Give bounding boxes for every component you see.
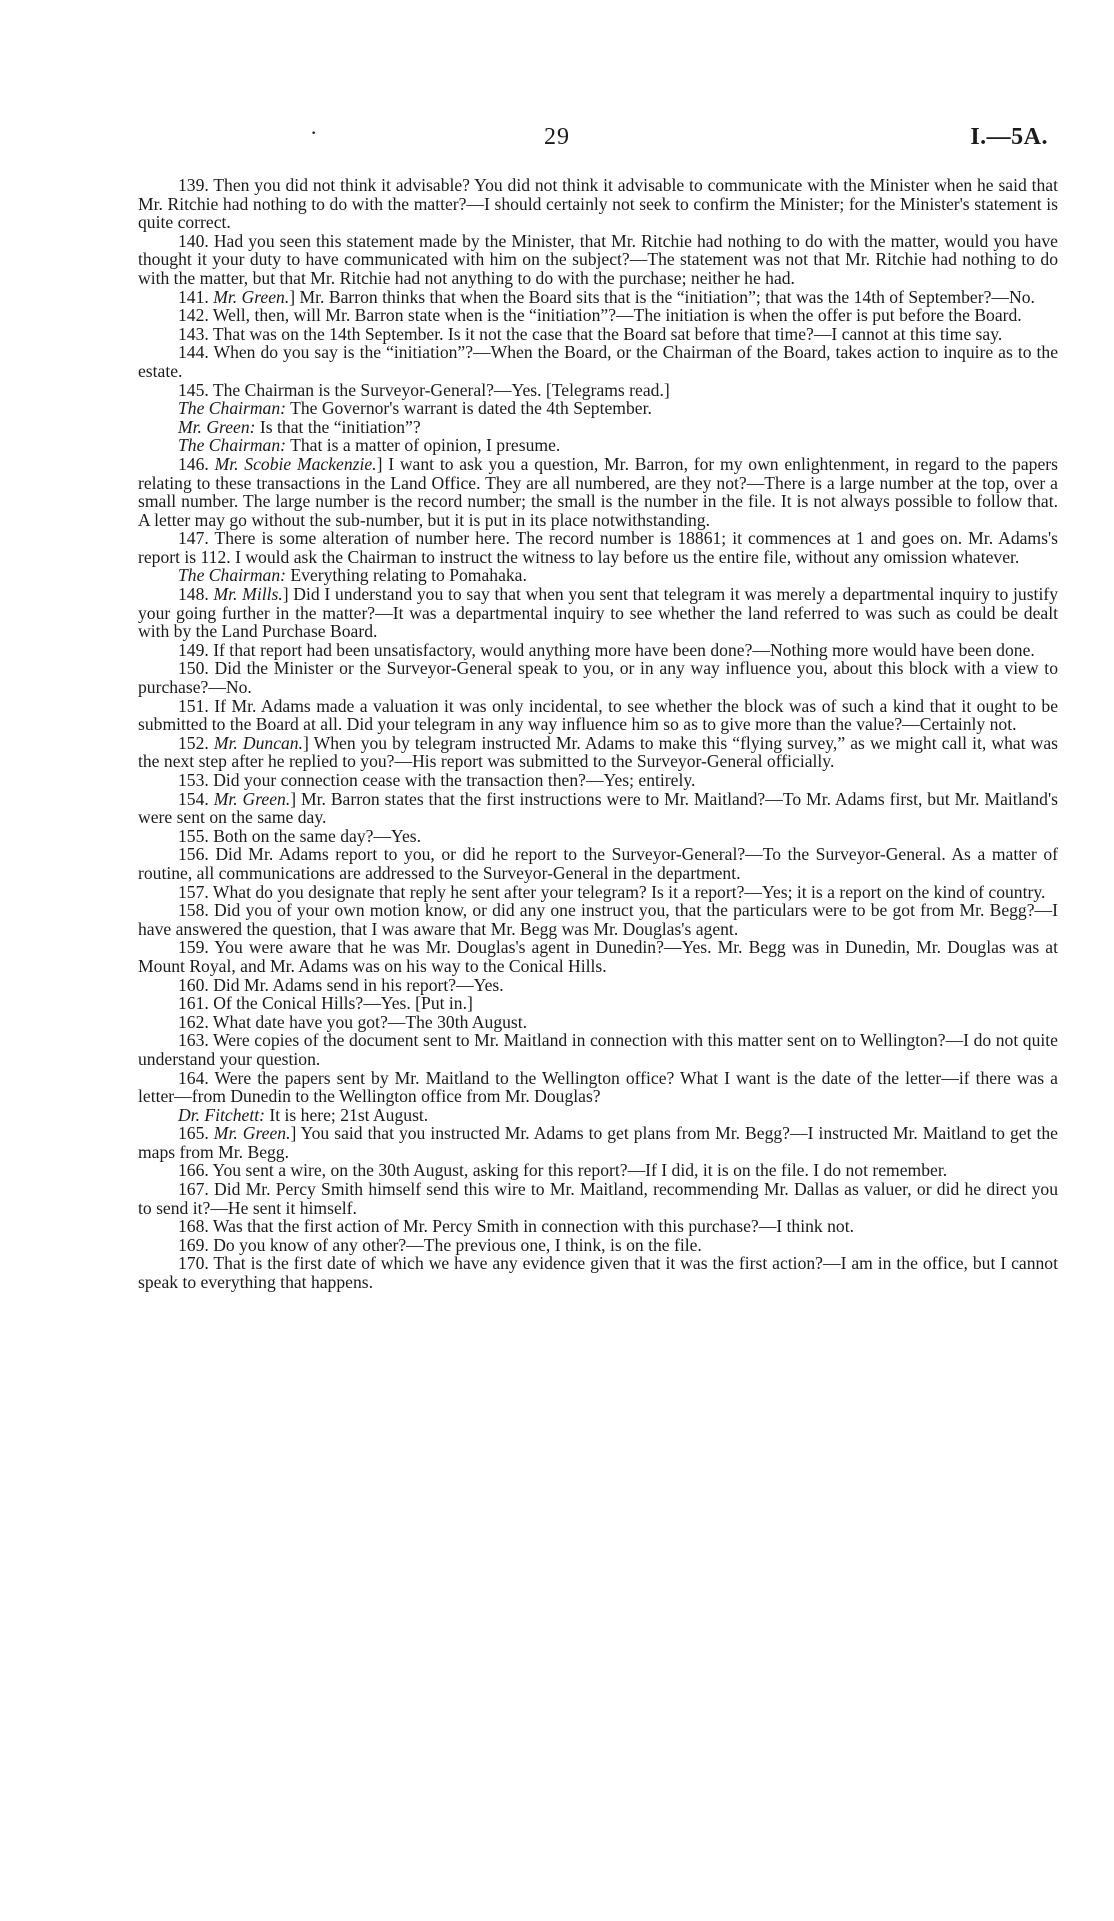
- speaker-name: Mr. Scobie Mackenzie.: [214, 453, 377, 474]
- testimony-body: [138, 176, 1058, 1292]
- testimony-paragraph: [138, 697, 1058, 734]
- testimony-paragraph: [138, 529, 1058, 566]
- paragraph-text: 142. Well, then, will Mr. Barron state when is the “initiation”?—The initiation is when the offer is put before the Board.: [178, 305, 1022, 326]
- testimony-paragraph: [138, 306, 1058, 325]
- testimony-paragraph: [138, 1013, 1058, 1032]
- paragraph-text: ] I want to ask you a question, Mr. Barron, for my own enlightenment, in regard to the papers relating to these transactions in the Land Office. They are all numbered, are they not?—There is a large number at the top, over a small number. The large number is the record number; the small is the number in the file. It is not always possible to follow that. A letter may go without the sub-number, but it is put in its place notwithstanding.: [138, 453, 1058, 530]
- paragraph-text: ] Mr. Barron thinks that when the Board sits that is the “initiation”; that was the 14th of September?—No.: [289, 286, 1035, 307]
- speaker-name: Mr. Duncan.: [213, 732, 303, 753]
- paragraph-text: 141.: [178, 286, 214, 307]
- paragraph-text: 158. Did you of your own motion know, or did any one instruct you, that the particulars were to be got from Mr. Begg?—I have answered the question, that I was aware that Mr. Begg was Mr. Douglas's agent.: [138, 900, 1058, 939]
- paragraph-text: 161. Of the Conical Hills?—Yes. [Put in.]: [178, 993, 473, 1014]
- testimony-paragraph: [138, 1161, 1058, 1180]
- speaker-name: Mr. Green.: [213, 1123, 291, 1144]
- paragraph-text: 143. That was on the 14th September. Is it not the case that the Board sat before that time?—I cannot at this time say.: [178, 323, 1003, 344]
- paragraph-text: 156. Did Mr. Adams report to you, or did he report to the Surveyor-General?—To the Surveyor-General. As a matter of routine, all communications are addressed to the Surveyor-General in the department.: [138, 844, 1058, 883]
- testimony-paragraph: [138, 418, 1058, 437]
- speaker-name: The Chairman:: [178, 398, 287, 419]
- testimony-paragraph: [138, 1217, 1058, 1236]
- paragraph-text: ] When you by telegram instructed Mr. Adams to make this “flying survey,” as we might call it, what was the next step after he replied to you?—His report was submitted to the Surveyor-General officially.: [138, 732, 1059, 772]
- paragraph-text: ] Did I understand you to say that when you sent that telegram it was merely a departmental inquiry to justify your going further in the matter?—It was a departmental inquiry to see whether the land referred to was such as could be dealt with by the Land Purchase Board.: [138, 584, 1058, 642]
- testimony-paragraph: [138, 1254, 1058, 1291]
- paragraph-text: ] You said that you instructed Mr. Adams to get plans from Mr. Begg?—I instructed Mr. Maitland to get the maps from Mr. Begg.: [138, 1123, 1058, 1162]
- testimony-paragraph: [138, 176, 1058, 232]
- paragraph-text: 150. Did the Minister or the Surveyor-General speak to you, or in any way influence you, about this block with a view to purchase?—No.: [138, 658, 1058, 698]
- testimony-paragraph: [138, 734, 1058, 771]
- testimony-paragraph: [138, 827, 1058, 846]
- paragraph-text: 154.: [178, 788, 214, 809]
- testimony-paragraph: [138, 1236, 1058, 1255]
- testimony-paragraph: [138, 845, 1058, 882]
- speaker-name: The Chairman:: [178, 565, 287, 586]
- speaker-name: Mr. Green.: [213, 788, 291, 809]
- paragraph-text: The Governor's warrant is dated the 4th September.: [286, 398, 652, 419]
- testimony-paragraph: [138, 343, 1058, 380]
- paragraph-text: 152.: [178, 732, 214, 753]
- page-number: 29: [544, 124, 570, 150]
- testimony-paragraph: [138, 585, 1058, 641]
- testimony-paragraph: [138, 938, 1058, 975]
- testimony-paragraph: [138, 790, 1058, 827]
- testimony-paragraph: [138, 883, 1058, 902]
- paragraph-text: 168. Was that the first action of Mr. Percy Smith in connection with this purchase?—I think not.: [178, 1216, 854, 1237]
- speaker-name: Mr. Mills.: [213, 584, 283, 605]
- testimony-paragraph: [138, 976, 1058, 995]
- paragraph-text: 146.: [178, 453, 215, 474]
- paragraph-text: 144. When do you say is the “initiation”?—When the Board, or the Chairman of the Board, takes action to inquire as to the estate.: [138, 342, 1058, 381]
- paragraph-text: 147. There is some alteration of number here. The record number is 18861; it commences at 1 and goes on. Mr. Adams's report is 112. I would ask the Chairman to instruct the witness to lay before us the entire file, without any omission whatever.: [138, 528, 1058, 567]
- paragraph-text: 159. You were aware that he was Mr. Douglas's agent in Dunedin?—Yes. Mr. Begg was in Dunedin, Mr. Douglas was at Mount Royal, and Mr. Adams was on his way to the Conical Hills.: [138, 937, 1058, 976]
- paragraph-text: 166. You sent a wire, on the 30th August, asking for this report?—If I did, it is on the file. I do not remember.: [178, 1160, 948, 1181]
- paragraph-text: 160. Did Mr. Adams send in his report?—Yes.: [178, 974, 504, 995]
- paragraph-text: 155. Both on the same day?—Yes.: [178, 825, 422, 846]
- testimony-paragraph: [138, 1031, 1058, 1068]
- testimony-paragraph: [138, 455, 1058, 529]
- testimony-paragraph: [138, 1124, 1058, 1161]
- paragraph-text: 163. Were copies of the document sent to Mr. Maitland in connection with this matter sent on to Wellington?—I do not quite understand your question.: [138, 1030, 1058, 1069]
- speaker-name: Mr. Green:: [178, 416, 256, 437]
- paragraph-text: Everything relating to Pomahaka.: [286, 565, 527, 586]
- testimony-paragraph: [138, 381, 1058, 400]
- testimony-paragraph: [138, 1069, 1058, 1106]
- paragraph-text: 167. Did Mr. Percy Smith himself send this wire to Mr. Maitland, recommending Mr. Dallas as valuer, or did he direct you to send it?—He sent it himself.: [138, 1179, 1058, 1218]
- document-reference: I.—5A.: [970, 124, 1048, 150]
- speaker-name: Dr. Fitchett:: [178, 1104, 265, 1125]
- testimony-paragraph: [138, 641, 1058, 660]
- paragraph-text: 140. Had you seen this statement made by the Minister, that Mr. Ritchie had nothing to do with the matter, would you have thought it your duty to have communicated with him on the subject?—The statement was not that Mr. Ritchie had nothing to do with the matter, but that Mr. Ritchie had not anything to do with the purchase; neither he had.: [138, 230, 1058, 288]
- testimony-paragraph: [138, 399, 1058, 418]
- speaker-name: The Chairman:: [178, 435, 287, 456]
- testimony-paragraph: [138, 771, 1058, 790]
- paragraph-text: 148.: [178, 584, 214, 605]
- testimony-paragraph: [138, 994, 1058, 1013]
- testimony-paragraph: [138, 1180, 1058, 1217]
- paragraph-text: It is here; 21st August.: [264, 1104, 429, 1125]
- paragraph-text: 157. What do you designate that reply he sent after your telegram? Is it a report?—Yes; it is a report on the kind of country.: [178, 881, 1046, 902]
- paragraph-text: 153. Did your connection cease with the transaction then?—Yes; entirely.: [178, 770, 696, 790]
- paragraph-text: Is that the “initiation”?: [255, 416, 421, 437]
- testimony-paragraph: [138, 232, 1058, 288]
- testimony-paragraph: [138, 288, 1058, 307]
- paragraph-text: 149. If that report had been unsatisfactory, would anything more have been done?—Nothing more would have been done.: [178, 639, 1035, 660]
- paragraph-text: That is a matter of opinion, I presume.: [286, 435, 561, 456]
- paragraph-text: 139. Then you did not think it advisable? You did not think it advisable to communicate with the Minister when he said that Mr. Ritchie had nothing to do with the matter?—I should certainly not seek to confirm the Minister; for the Minister's statement is quite correct.: [138, 175, 1058, 233]
- speaker-name: Mr. Green.: [213, 286, 290, 307]
- paragraph-text: ] Mr. Barron states that the first instructions were to Mr. Maitland?—To Mr. Adams first, but Mr. Maitland's were sent on the same day.: [138, 788, 1058, 828]
- paragraph-text: 169. Do you know of any other?—The previous one, I think, is on the file.: [178, 1234, 702, 1255]
- testimony-paragraph: [138, 325, 1058, 344]
- paragraph-text: 165.: [178, 1123, 214, 1144]
- paragraph-text: 170. That is the first date of which we have any evidence given that it was the first action?—I am in the office, but I cannot speak to everything that happens.: [138, 1253, 1058, 1293]
- paragraph-text: 151. If Mr. Adams made a valuation it was only incidental, to see whether the block was of such a kind that it ought to be submitted to the Board at all. Did your telegram in any way influence him so as to give more than the value?—Certainly not.: [138, 695, 1058, 735]
- paragraph-text: 162. What date have you got?—The 30th August.: [178, 1011, 528, 1032]
- stray-mark: ·: [310, 120, 318, 145]
- testimony-paragraph: [138, 436, 1058, 455]
- paragraph-text: 145. The Chairman is the Surveyor-General?—Yes. [Telegrams read.]: [178, 379, 670, 400]
- testimony-paragraph: [138, 1106, 1058, 1125]
- testimony-paragraph: [138, 566, 1058, 585]
- testimony-paragraph: [138, 659, 1058, 696]
- page-header: [0, 120, 1114, 156]
- testimony-paragraph: [138, 901, 1058, 938]
- paragraph-text: 164. Were the papers sent by Mr. Maitland to the Wellington office? What I want is the date of the letter—if there was a letter—from Dunedin to the Wellington office from Mr. Douglas?: [138, 1067, 1058, 1107]
